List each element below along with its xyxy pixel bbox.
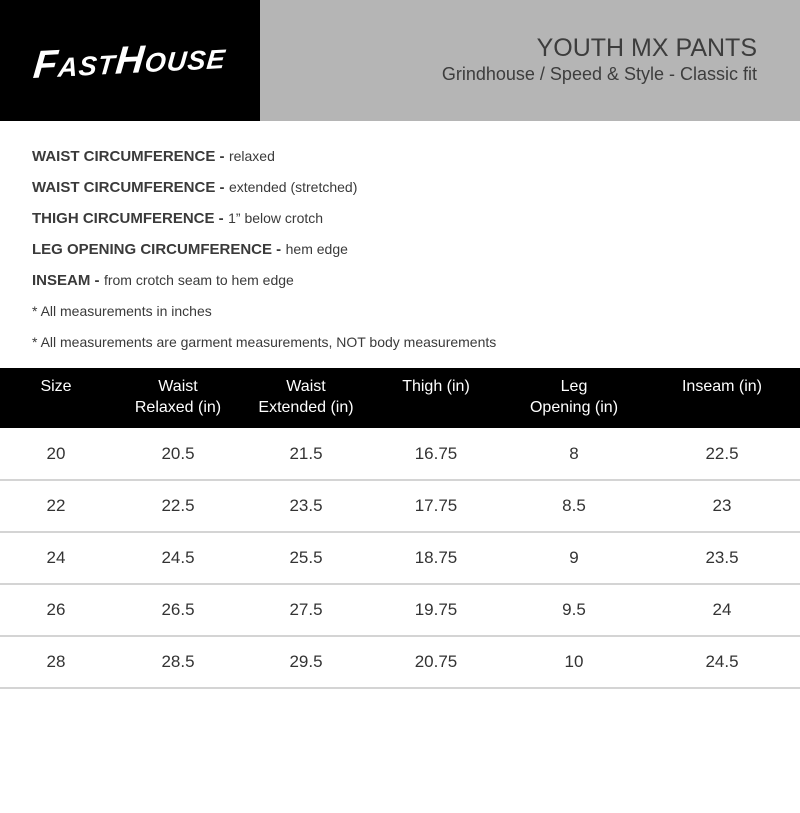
cell-leg-opening: 9.5	[504, 584, 644, 636]
measurement-legend	[32, 147, 800, 352]
cell-inseam: 23	[644, 480, 800, 532]
page-subtitle: Grindhouse / Speed & Style - Classic fit	[441, 64, 757, 85]
legend-item-label: THIGH CIRCUMFERENCE -	[32, 210, 224, 227]
legend-item-label: WAIST CIRCUMFERENCE -	[32, 148, 225, 165]
legend-note-inches: * All measurements in inches	[32, 303, 212, 319]
cell-inseam: 24	[644, 584, 800, 636]
column-header-leg-opening	[504, 368, 644, 428]
table-row-size-24	[0, 532, 800, 584]
cell-leg-opening: 8	[504, 428, 644, 480]
table-row-size-26	[0, 584, 800, 636]
column-header-size	[0, 368, 112, 428]
cell-thigh: 18.75	[368, 532, 504, 584]
legend-item-label: LEG OPENING CIRCUMFERENCE -	[32, 241, 282, 258]
cell-thigh: 16.75	[368, 428, 504, 480]
cell-waist-relaxed: 22.5	[112, 480, 244, 532]
legend-item	[32, 240, 800, 259]
cell-thigh: 19.75	[368, 584, 504, 636]
column-header-waist-extended	[244, 368, 368, 428]
legend-item	[32, 147, 800, 166]
table-row-size-20	[0, 428, 800, 480]
title-bar	[260, 0, 800, 121]
cell-size: 28	[0, 636, 112, 688]
cell-waist-extended: 21.5	[244, 428, 368, 480]
legend-item-desc: from crotch seam to hem edge	[103, 272, 294, 288]
legend-item	[32, 271, 800, 290]
cell-size: 20	[0, 428, 112, 480]
cell-waist-extended: 23.5	[244, 480, 368, 532]
column-header-line: Waist	[158, 378, 198, 395]
cell-size: 22	[0, 480, 112, 532]
column-header-thigh	[368, 368, 504, 428]
brand-logo-box	[0, 0, 260, 121]
column-header-inseam	[644, 368, 800, 428]
cell-inseam: 22.5	[644, 428, 800, 480]
size-chart-table	[0, 368, 800, 689]
cell-waist-relaxed: 28.5	[112, 636, 244, 688]
legend-note-garment: * All measurements are garment measurements, NOT body measurements	[32, 334, 497, 350]
column-header-line: Relaxed (in)	[134, 399, 222, 416]
legend-item-desc: relaxed	[228, 148, 275, 164]
table-row-size-22	[0, 480, 800, 532]
cell-thigh: 20.75	[368, 636, 504, 688]
column-header-line: Extended (in)	[258, 399, 354, 416]
legend-item-label: WAIST CIRCUMFERENCE -	[32, 179, 225, 196]
cell-waist-relaxed: 26.5	[112, 584, 244, 636]
cell-thigh: 17.75	[368, 480, 504, 532]
legend-item-desc: hem edge	[285, 241, 348, 257]
legend-item-desc: 1” below crotch	[228, 210, 324, 226]
page-header	[0, 0, 800, 121]
cell-waist-extended: 25.5	[244, 532, 368, 584]
column-header-line: Inseam (in)	[681, 378, 763, 395]
cell-inseam: 24.5	[644, 636, 800, 688]
cell-inseam: 23.5	[644, 532, 800, 584]
cell-size: 24	[0, 532, 112, 584]
column-header-line: Opening (in)	[529, 399, 619, 416]
column-header-line: Size	[40, 378, 72, 395]
table-row-size-28	[0, 636, 800, 688]
cell-waist-relaxed: 20.5	[112, 428, 244, 480]
legend-item	[32, 178, 800, 197]
cell-waist-extended: 27.5	[244, 584, 368, 636]
fasthouse-logo: FastHouse	[31, 33, 229, 87]
column-header-line: Leg	[560, 378, 588, 395]
cell-leg-opening: 8.5	[504, 480, 644, 532]
cell-waist-extended: 29.5	[244, 636, 368, 688]
legend-item-label: INSEAM -	[32, 272, 100, 289]
legend-item	[32, 209, 800, 228]
cell-leg-opening: 10	[504, 636, 644, 688]
column-header-line: Waist	[286, 378, 326, 395]
page-title: YOUTH MX PANTS	[536, 34, 757, 63]
cell-leg-opening: 9	[504, 532, 644, 584]
legend-item-desc: extended (stretched)	[228, 179, 358, 195]
cell-size: 26	[0, 584, 112, 636]
table-header-row	[0, 368, 800, 428]
column-header-waist-relaxed	[112, 368, 244, 428]
column-header-line: Thigh (in)	[402, 378, 470, 395]
cell-waist-relaxed: 24.5	[112, 532, 244, 584]
